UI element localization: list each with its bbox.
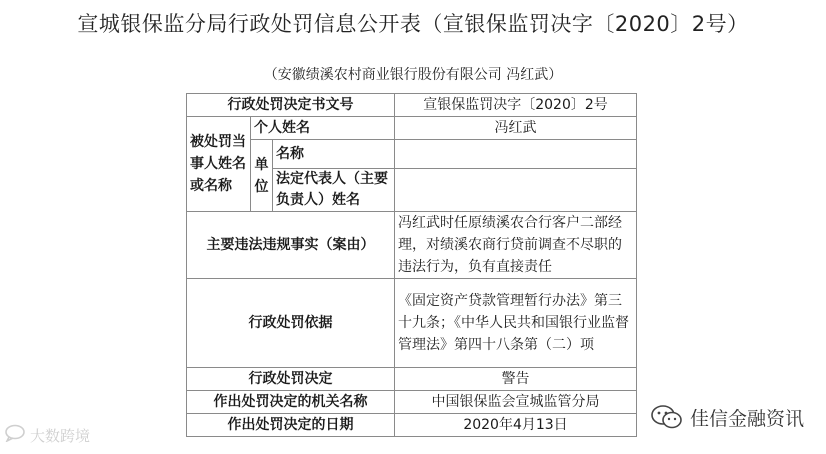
decision-label: 行政处罚决定: [187, 368, 395, 391]
authority-label: 作出处罚决定的机关名称: [187, 391, 395, 414]
decision-no-label: 行政处罚决定书文号: [187, 94, 395, 117]
legal-rep-value: [395, 169, 637, 212]
table-row: [187, 117, 637, 140]
unit-name-value: [395, 140, 637, 169]
party-label: 被处罚当事人姓名或名称: [187, 117, 251, 212]
watermark-right-text: 佳信金融资讯: [690, 407, 805, 430]
page-title: 宣城银保监分局行政处罚信息公开表（宣银保监罚决字〔2020〕2号）: [77, 12, 749, 36]
table-row: [187, 414, 637, 437]
unit-name-label: 名称: [273, 140, 395, 169]
table-row: [187, 94, 637, 117]
watermark-right: [650, 403, 804, 431]
basis-value: 《固定资产贷款管理暂行办法》第三十九条；《中华人民共和国银行业监督管理法》第四十八条第（二）项: [395, 279, 637, 368]
penalty-info-table: [186, 93, 637, 437]
authority-value: 中国银保监会宣城监管分局: [395, 391, 637, 414]
decision-value: 警告: [395, 368, 637, 391]
watermark-left-text: 大数跨境: [30, 426, 91, 445]
legal-rep-label: 法定代表人（主要负责人）姓名: [273, 169, 395, 212]
table-row: [187, 368, 637, 391]
wechat-icon: [650, 403, 684, 431]
date-value: 2020年4月13日: [395, 414, 637, 437]
unit-label: 单位: [251, 140, 273, 212]
facts-label: 主要违法违规事实（案由）: [187, 212, 395, 279]
personal-name-value: 冯红武: [395, 117, 637, 140]
decision-no-value: 宣银保监罚决字〔2020〕2号: [395, 94, 637, 117]
basis-label: 行政处罚依据: [187, 279, 395, 368]
table-row: [187, 279, 637, 368]
table-row: [187, 140, 637, 169]
personal-name-label: 个人姓名: [251, 117, 395, 140]
table-row: [187, 212, 637, 279]
chat-bubble-icon: [4, 424, 26, 446]
watermark-left: [4, 424, 90, 446]
page-subtitle: （安徽绩溪农村商业银行股份有限公司 冯红武）: [263, 67, 563, 83]
table-row: [187, 391, 637, 414]
date-label: 作出处罚决定的日期: [187, 414, 395, 437]
facts-value: 冯红武时任原绩溪农合行客户二部经理，对绩溪农商行贷前调查不尽职的违法行为，负有直接责任: [395, 212, 637, 279]
